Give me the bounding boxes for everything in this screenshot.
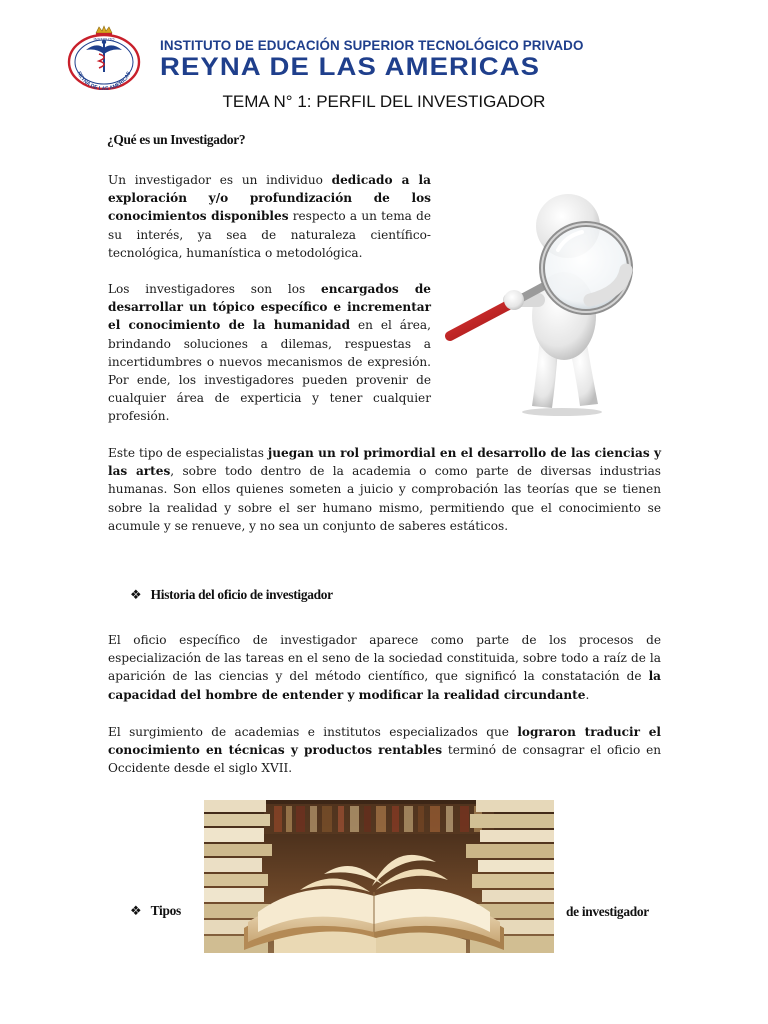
paragraph-academies [108,723,661,778]
open-books-image [204,800,554,953]
institute-logo [66,24,142,90]
body-text: El surgimiento de academias e institutos especializados que [108,725,518,739]
emphasis-text: juegan un rol primordial en el desarrollo de las ciencias y las artes [108,446,661,479]
section-heading-types-start: Tipos [150,903,181,918]
body-text: respecto a un tema de su interés, ya sea de naturaleza científico-tecnológica, humanística o metodológica. [108,209,432,260]
paragraph-role [108,280,431,426]
body-text: en el área, brindando soluciones a dilemas, respuestas a incertidumbres o nuevos mecanismos de expresión. Por ende, los investigadores pueden provenir de cualquier área de experticia y tener cualquier profesión. [108,318,431,424]
body-text: Un investigador es un individuo [108,173,332,187]
section-heading-what-is: ¿Qué es un Investigador? [107,132,246,147]
institution-type: INSTITUTO DE EDUCACIÓN SUPERIOR TECNOLÓGICO PRIVADO [160,38,584,53]
logo-top-text: INSTITUTO [93,36,115,42]
emphasis-text: encargados de desarrollar un tópico específico e incrementar el conocimiento de la humanidad [108,282,432,333]
body-text: . [585,687,590,702]
section-heading-types [130,903,181,919]
body-text: , sobre todo dentro de la academia o como parte de diversas industrias humanas. Son ellos quienes someten a juicio y comprobación las teorías que se tienen sobre la realidad y sobre el ser humano mismo, permitiendo que el conocimiento se acumule y se renueve, y no sea un conjunto de saberes estáticos. [108,464,661,533]
paragraph-importance [108,444,661,535]
emphasis-text: lograron traducir el conocimiento en técnicas y productos rentables [108,725,662,758]
emphasis-text: la capacidad del hombre de entender y modificar la realidad circundante [108,669,661,702]
institution-name: REYNA DE LAS AMERICAS [160,53,541,81]
page-title: TEMA N° 1: PERFIL DEL INVESTIGADOR [222,92,546,111]
body-text: Los investigadores son los [108,282,322,296]
investigator-magnifier-illustration [440,188,652,418]
body-text: terminó de consagrar el oficio en Occidente desde el siglo XVII. [108,743,662,776]
diamond-bullet-icon: ❖ [130,587,142,603]
section-heading-history [130,587,333,603]
crown-icon [96,26,112,36]
emphasis-text: dedicado a la exploración y/o profundización de los conocimientos disponibles [108,173,431,224]
section-heading-types-end: de investigador [566,904,649,919]
body-text: El oficio específico de investigador aparece como parte de los procesos de especialización de las tareas en el seno de la sociedad constituida, sobre todo a raíz de la aparición de las ciencias y del método científico, que significó la constatación de [108,633,661,684]
paragraph-origin [108,631,661,704]
section-heading-history-text: Historia del oficio de investigador [150,587,333,602]
logo-ring-text: REYNA DE LAS AMERICAS [75,70,133,90]
diamond-bullet-icon: ❖ [130,903,142,919]
paragraph-definition [108,171,431,262]
body-text: Este tipo de especialistas [108,446,268,460]
